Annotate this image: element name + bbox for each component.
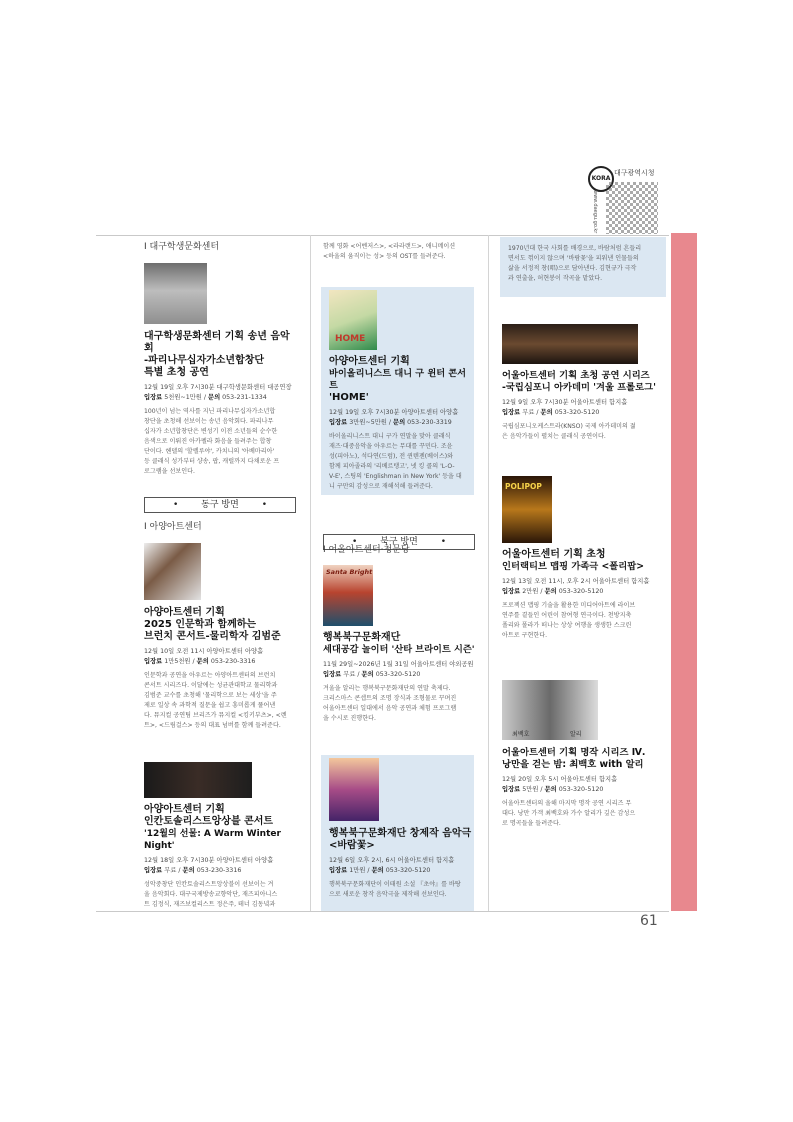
event-title: -파리나무십자가소년합창단 <box>144 355 265 366</box>
event-title: 세대공감 놀이터 '산타 브라이트 시즌' <box>323 644 475 655</box>
event-description: 제로 일상 속 과학적 질문을 쉽고 흥미롭게 풀어낸 <box>144 702 276 709</box>
badge-city-label: 대구광역시청 <box>614 169 655 177</box>
event-datetime: 12월 13일 오전 11시, 오후 2시 어울아트센터 함지홀 <box>502 578 650 585</box>
event-description: 니 구만의 감성으로 재해석해 들려준다. <box>329 483 433 490</box>
district-label: • 동구 방면 • <box>144 497 296 513</box>
continued-description: 함께 영화 <어벤저스>, <라라랜드>, 애니메이션 <box>323 243 456 250</box>
event-description: 은 음악가들이 펼치는 클래식 공연이다. <box>502 433 606 440</box>
event-description: 로그램을 선보인다. <box>144 468 195 475</box>
event-description: 십자가 소년합창단은 변성기 이전 소년들의 순수한 <box>144 428 278 435</box>
event-title: 아양아트센터 기획 <box>144 607 225 618</box>
event-description: 어울아트센터의 올해 마지막 명작 공연 시리즈 무 <box>502 800 632 807</box>
event-description: 김범준 교수를 초청해 '물리학으로 보는 세상'을 주 <box>144 692 277 699</box>
event-description: 트 김정식, 재즈보컬리스트 정은주, 테너 김동녘과 <box>144 901 276 908</box>
event-datetime: 12월 20일 오후 5시 어울아트센터 함지홀 <box>502 776 618 783</box>
venue-heading: I 어울아트센터·청문당 <box>323 545 410 555</box>
speaker-photo <box>144 543 201 600</box>
venue-heading: I 대구학생문화센터 <box>144 242 220 252</box>
event-title: -국립심포니 아카데미 '겨울 프롤로그' <box>502 382 656 393</box>
event-description: 트>, <드림걸스> 등의 대표 넘버를 함께 들려준다. <box>144 722 281 729</box>
event-description: 울 음악회다. 대구국제방송교향악단, 재즈피아니스 <box>144 891 278 898</box>
event-datetime: 12월 6일 오후 2시, 6시 어울아트센터 함지홀 <box>329 857 455 864</box>
choir-photo <box>144 263 207 324</box>
event-description: 행복북구문화재단이 이태원 소설 『초야』를 바탕 <box>329 881 461 888</box>
event-description: 바이올리니스트 대니 구가 연말을 맞아 클래식 <box>329 433 451 440</box>
artists-photo <box>502 680 598 740</box>
event-card <box>323 632 475 724</box>
event-price: 입장료 3만원~5만원 / 문의 053-230-3319 <box>329 419 452 426</box>
top-rule <box>96 235 669 236</box>
event-description: 단이다. 헨델의 '할렐루야', 카치니의 '아베마리아' <box>144 448 275 455</box>
event-title: 낭만을 걷는 밤: 최백호 with 알리 <box>502 759 644 770</box>
event-description: 어울아트센터 일대에서 음악 공연과 체험 프로그램 <box>323 705 457 712</box>
event-card <box>502 747 662 829</box>
district-label: • 북구 방면 • <box>323 534 475 550</box>
polipop-poster <box>502 476 552 543</box>
event-card <box>144 331 296 477</box>
event-datetime: 12월 19일 오후 7시30분 아양아트센터 아양홀 <box>329 409 459 416</box>
event-description: 성악중창단 인칸토솔리스트앙상블이 선보이는 겨 <box>144 881 274 888</box>
event-description: 폴리와 폴라가 떠나는 상상 여행을 생생한 스크린 <box>502 622 632 629</box>
event-description: V-E', 스팅의 'Englishman in New York' 등을 대 <box>329 473 462 480</box>
event-title: 'HOME' <box>329 392 369 403</box>
event-datetime: 12월 18일 오후 7시30분 아양아트센터 아양홀 <box>144 857 274 864</box>
event-description: 등 클래식 성가부터 샹송, 팝, 캐럴까지 다채로운 프 <box>144 458 280 465</box>
event-datetime: 12월 10일 오전 11시 아양아트센터 아양홀 <box>144 648 264 655</box>
event-card <box>144 607 296 731</box>
event-title: <바람꽃> <box>329 840 375 851</box>
badge-url: www.daegu.go.kr <box>592 190 598 234</box>
venue-heading: I 아양아트센터 <box>144 522 202 532</box>
qr-code-icon[interactable] <box>606 182 658 234</box>
event-title: 행복북구문화재단 <box>323 632 401 643</box>
event-title: 행복북구문화재단 창제작 음악극 <box>329 828 472 839</box>
event-card <box>144 804 296 910</box>
event-title: 어울아트센터 기획 명작 시리즈 Ⅳ. <box>502 747 646 758</box>
event-title: '12월의 선물: A Warm Winter Night' <box>144 829 281 851</box>
page-number: 61 <box>640 913 658 929</box>
event-card <box>329 356 474 492</box>
continued-description: 1970년대 한국 사회를 배경으로, 바람처럼 흔들리 <box>508 245 642 252</box>
danny-koo-poster <box>329 290 377 350</box>
event-datetime: 12월 9일 오후 7시30분 어울아트센터 함지홀 <box>502 399 628 406</box>
poster-title: Santa Bright <box>326 568 373 576</box>
event-description: 음색으로 이뤄진 아카펠라 화음을 들려주는 합창 <box>144 438 272 445</box>
artist-caption: 알리 <box>570 731 582 738</box>
event-card <box>502 549 662 641</box>
event-price: 입장료 5만원 / 문의 053-320-5120 <box>502 786 604 793</box>
event-description: 창단을 초청해 선보이는 송년 음악회다. 파리나무 <box>144 418 274 425</box>
city-badge <box>588 162 666 234</box>
event-datetime: 11월 29일~2026년 1월 31일 어울아트센터 야외공원 <box>323 661 474 668</box>
orchestra-photo <box>502 324 638 364</box>
event-description: 겨울을 알리는 행복북구문화재단의 연말 축제다. <box>323 685 451 692</box>
event-title: 아양아트센터 기획 <box>329 356 410 367</box>
event-description: 아트로 구현한다. <box>502 632 548 639</box>
event-datetime: 12월 19일 오후 7시30분 대구학생문화센터 대공연장 <box>144 384 292 391</box>
event-price: 입장료 5천원~1만원 / 문의 053-231-1334 <box>144 394 267 401</box>
event-title: 어울아트센터 기획 초청 <box>502 549 606 560</box>
event-description: 프로젝션 맵핑 기술을 활용한 미디어아트에 라이브 <box>502 602 636 609</box>
column-divider <box>488 235 489 911</box>
event-title: 인터랙티브 맵핑 가족극 <폴리팝> <box>502 561 645 572</box>
event-description: 로 명곡들을 들려준다. <box>502 820 561 827</box>
event-card <box>502 370 662 442</box>
event-title: 대구학생문화센터 기획 송년 음악회 <box>144 331 290 354</box>
event-description: 국립심포니오케스트라(KNSO) 국제 아카데미의 젊 <box>502 423 636 430</box>
event-price: 입장료 1만원 / 문의 053-320-5120 <box>329 867 431 874</box>
event-description: 을 수시로 진행한다. <box>323 715 376 722</box>
event-price: 입장료 2만원 / 문의 053-320-5120 <box>502 588 604 595</box>
pink-side-tab <box>671 233 697 911</box>
poster-title: POLIPOP <box>505 482 542 491</box>
santa-bright-poster <box>323 565 373 626</box>
column-divider <box>310 235 311 911</box>
ensemble-photo <box>144 762 252 798</box>
event-description: 대다. 낭만 가객 최백호와 가수 알리가 깊은 감성으 <box>502 810 636 817</box>
event-description: 다. 뮤지컬 공연팀 브리즈가 뮤지컬 <킹키부츠>, <렌 <box>144 712 287 719</box>
event-description: 100년이 넘는 역사를 지닌 파리나무십자가소년합 <box>144 408 276 415</box>
continued-description: <하울의 움직이는 성> 등의 OST를 들려준다. <box>323 253 446 260</box>
event-description: 함께 피아졸라의 '리베르탱고', 넷 킹 콜의 'L-O- <box>329 463 455 470</box>
event-price: 입장료 무료 / 문의 053-230-3316 <box>144 867 242 874</box>
artist-caption: 최백호 <box>512 731 530 738</box>
event-title: 바이올리니스트 대니 구 윈터 콘서트 <box>329 368 467 391</box>
kora-logo: KORA <box>588 166 614 192</box>
event-title: 인칸토솔리스트앙상블 콘서트 <box>144 816 274 827</box>
event-card <box>329 828 474 900</box>
event-description: 콘서트 시리즈다. 이달에는 성균관대학교 물리학과 <box>144 682 278 689</box>
event-description: 크리스마스 콘셉트의 조명 장식과 조형물로 꾸며진 <box>323 695 457 702</box>
event-description: 성(피아노), 석다연(드럼), 전 퀸텐젠(베이스)와 <box>329 453 454 460</box>
event-title: 브런치 콘서트-물리학자 김범준 <box>144 631 281 642</box>
baramkkot-poster <box>329 758 379 821</box>
event-description: 연주를 곁들인 어린이 참여형 연극이다. 천방지축 <box>502 612 632 619</box>
event-title: 특별 초청 공연 <box>144 367 209 378</box>
continued-description: 삶을 서정적 창(唱)으로 담아낸다. 김현규가 극작 <box>508 265 637 272</box>
poster-title: HOME <box>335 334 366 344</box>
event-title: 어울아트센터 기획 초청 공연 시리즈 <box>502 370 650 381</box>
continued-description: 면서도 꺾이지 않으며 '바람꽃'을 피워낸 인물들의 <box>508 255 639 262</box>
event-price: 입장료 무료 / 문의 053-320-5120 <box>502 409 600 416</box>
event-price: 입장료 1만5천원 / 문의 053-230-3316 <box>144 658 256 665</box>
event-description: 재즈·대중음악을 아우르는 무대를 꾸민다. 조윤 <box>329 443 453 450</box>
event-description: 인문학과 공연을 아우르는 아양아트센터의 브런치 <box>144 672 276 679</box>
event-price: 입장료 무료 / 문의 053-320-5120 <box>323 671 421 678</box>
continued-description: 과 연출을, 허현봉이 작곡을 맡았다. <box>508 275 603 282</box>
bottom-rule <box>96 911 669 912</box>
event-title: 2025 인문학과 함께하는 <box>144 619 257 630</box>
event-title: 아양아트센터 기획 <box>144 804 225 815</box>
event-description: 으로 새로운 창작 음악극을 제작해 선보인다. <box>329 891 447 898</box>
